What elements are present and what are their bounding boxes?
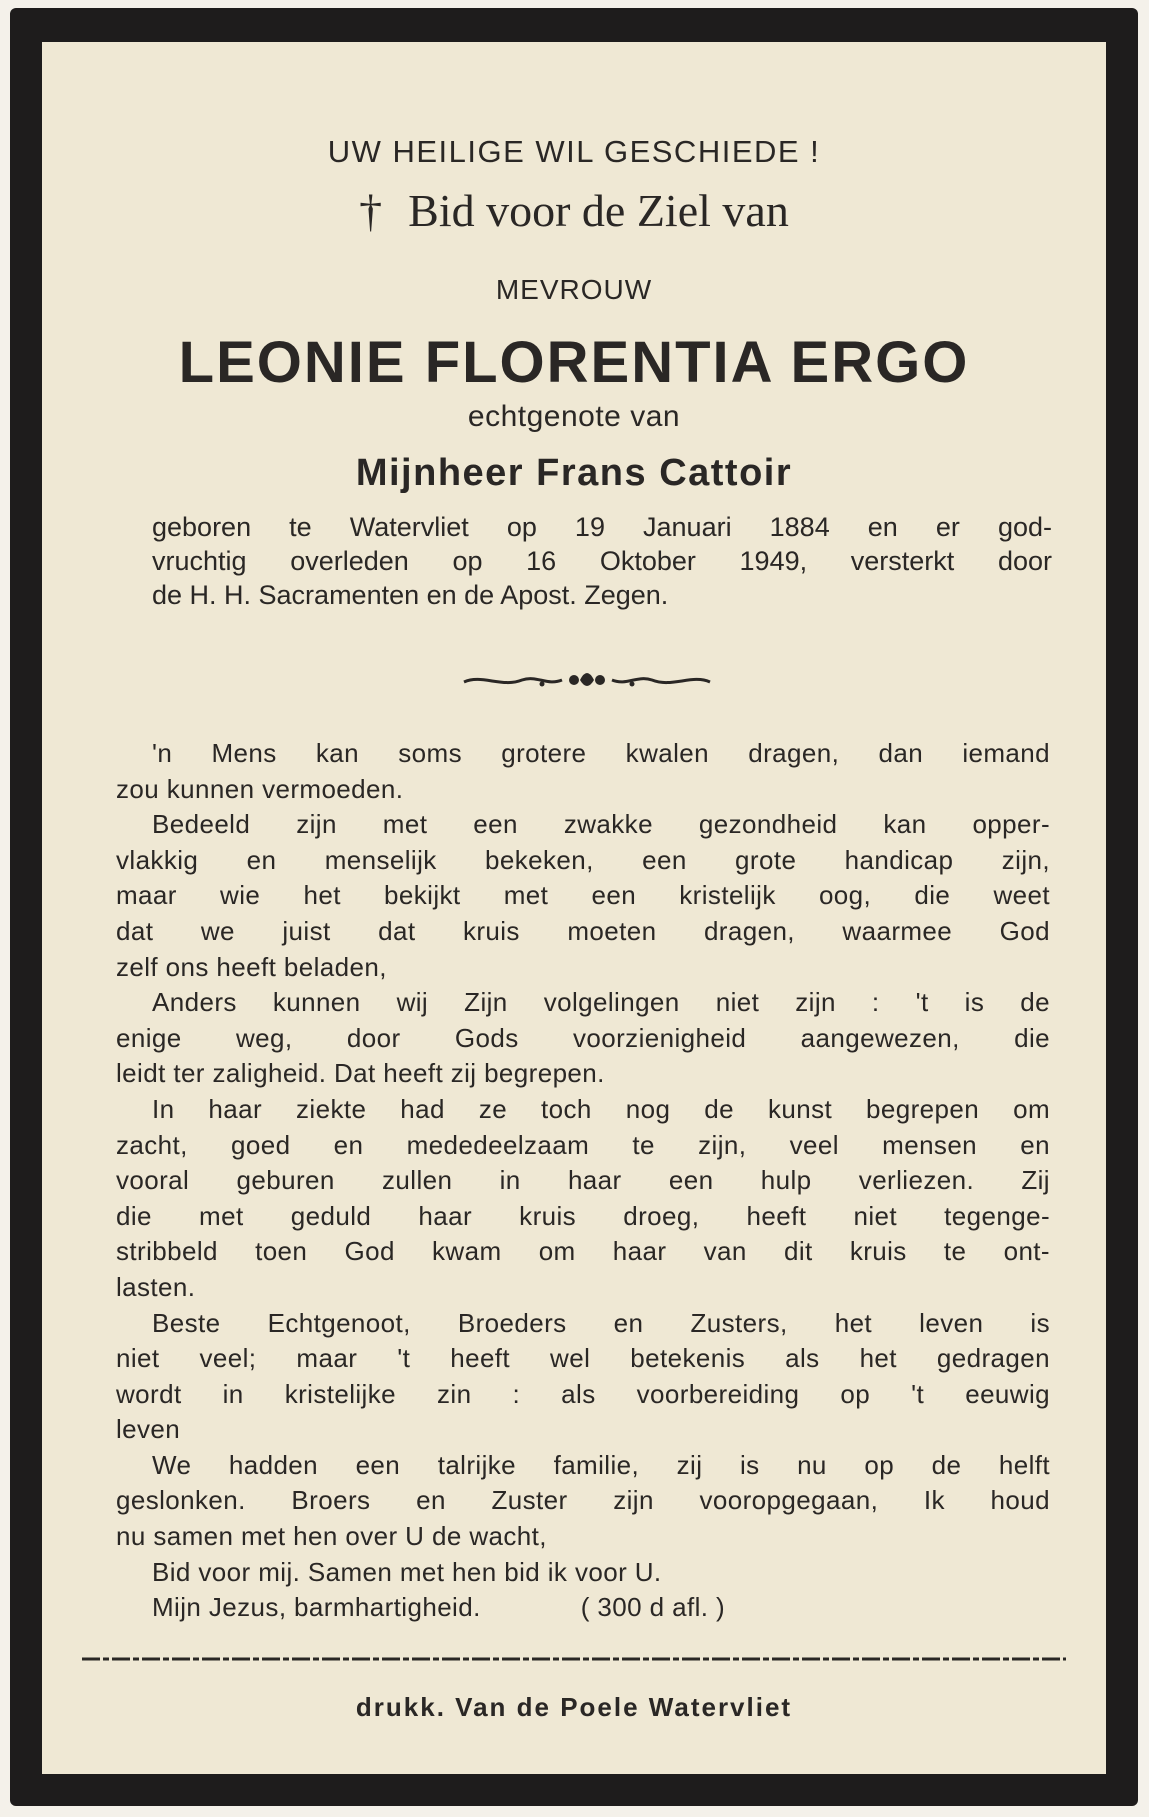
printer-credit: drukk. Van de Poele Watervliet <box>355 1692 793 1722</box>
text-line: stribbeld toen God kwam om haar van dit kruis te ont- <box>116 1236 1050 1267</box>
text-line: lasten. <box>116 1271 196 1302</box>
text-line: Bid voor mij. Samen met hen bid ik voor U. <box>152 1556 662 1587</box>
bio-line: vruchtig overleden op 16 Oktober 1949, versterkt door <box>152 546 1052 576</box>
text-line: maar wie het bekijkt met een kristelijk oog, die weet <box>116 880 1050 911</box>
cross-icon: † <box>359 185 383 236</box>
title: MEVROUW <box>495 274 653 305</box>
closing-line <box>116 1590 1050 1626</box>
text-line: dat we juist dat kruis moeten dragen, waarmee God <box>116 915 1050 946</box>
text-line: In haar ziekte had ze toch nog de kunst begrepen om <box>152 1093 1050 1124</box>
text-line: zacht, goed en mededeelzaam te zijn, veel mensen en <box>116 1129 1050 1160</box>
prayer-heading <box>42 184 1106 237</box>
prayer-line: Bid voor de Ziel van <box>408 185 789 236</box>
memorial-card <box>42 42 1106 1774</box>
invocation: Mijn Jezus, barmhartigheid. <box>152 1592 481 1623</box>
flourish-ornament-icon <box>462 668 712 694</box>
motto: UW HEILIGE WIL GESCHIEDE ! <box>327 134 821 169</box>
text-line: 'n Mens kan soms grotere kwalen dragen, dan iemand <box>152 738 1050 768</box>
text-line: We hadden een talrijke familie, zij is nu op de helft <box>152 1449 1050 1480</box>
meditation-text <box>116 736 1050 1626</box>
text-line: zelf ons heeft beladen, <box>116 951 387 982</box>
biography <box>152 510 1052 612</box>
spouse-name: Mijnheer Frans Cattoir <box>355 452 793 494</box>
text-line: niet veel; maar 't heeft wel betekenis als het gedragen <box>116 1343 1050 1374</box>
text-line: leven <box>116 1414 181 1445</box>
text-line: nu samen met hen over U de wacht, <box>116 1521 547 1552</box>
text-line: vooral geburen zullen in haar een hulp verliezen. Zij <box>116 1165 1050 1196</box>
deceased-name: LEONIE FLORENTIA ERGO <box>178 330 970 395</box>
text-line: Beste Echtgenoot, Broeders en Zusters, het leven is <box>152 1307 1050 1338</box>
relation: echtgenote van <box>467 400 681 433</box>
text-line: die met geduld haar kruis droeg, heeft niet tegenge- <box>116 1200 1050 1231</box>
text-line: Bedeeld zijn met een zwakke gezondheid kan opper- <box>152 809 1050 840</box>
text-line: enige weg, door Gods voorzienigheid aangewezen, die <box>116 1022 1050 1053</box>
text-line: wordt in kristelijke zin : als voorbereiding op 't eeuwig <box>116 1378 1050 1409</box>
bio-line: de H. H. Sacramenten en de Apost. Zegen. <box>152 580 669 610</box>
indulgence: ( 300 d afl. ) <box>580 1592 726 1623</box>
dashed-rule <box>82 1654 1066 1664</box>
text-line: Anders kunnen wij Zijn volgelingen niet zijn : 't is de <box>152 987 1050 1018</box>
text-line: leidt ter zaligheid. Dat heeft zij begrepen. <box>116 1058 605 1089</box>
bio-line: geboren te Watervliet op 19 Januari 1884 en er god- <box>152 512 1052 542</box>
text-line: zou kunnen vermoeden. <box>116 773 404 804</box>
text-line: geslonken. Broers en Zuster zijn vooropgegaan, Ik houd <box>116 1485 1050 1516</box>
text-line: vlakkig en menselijk bekeken, een grote handicap zijn, <box>116 844 1050 875</box>
memorial-card-border <box>10 8 1138 1806</box>
